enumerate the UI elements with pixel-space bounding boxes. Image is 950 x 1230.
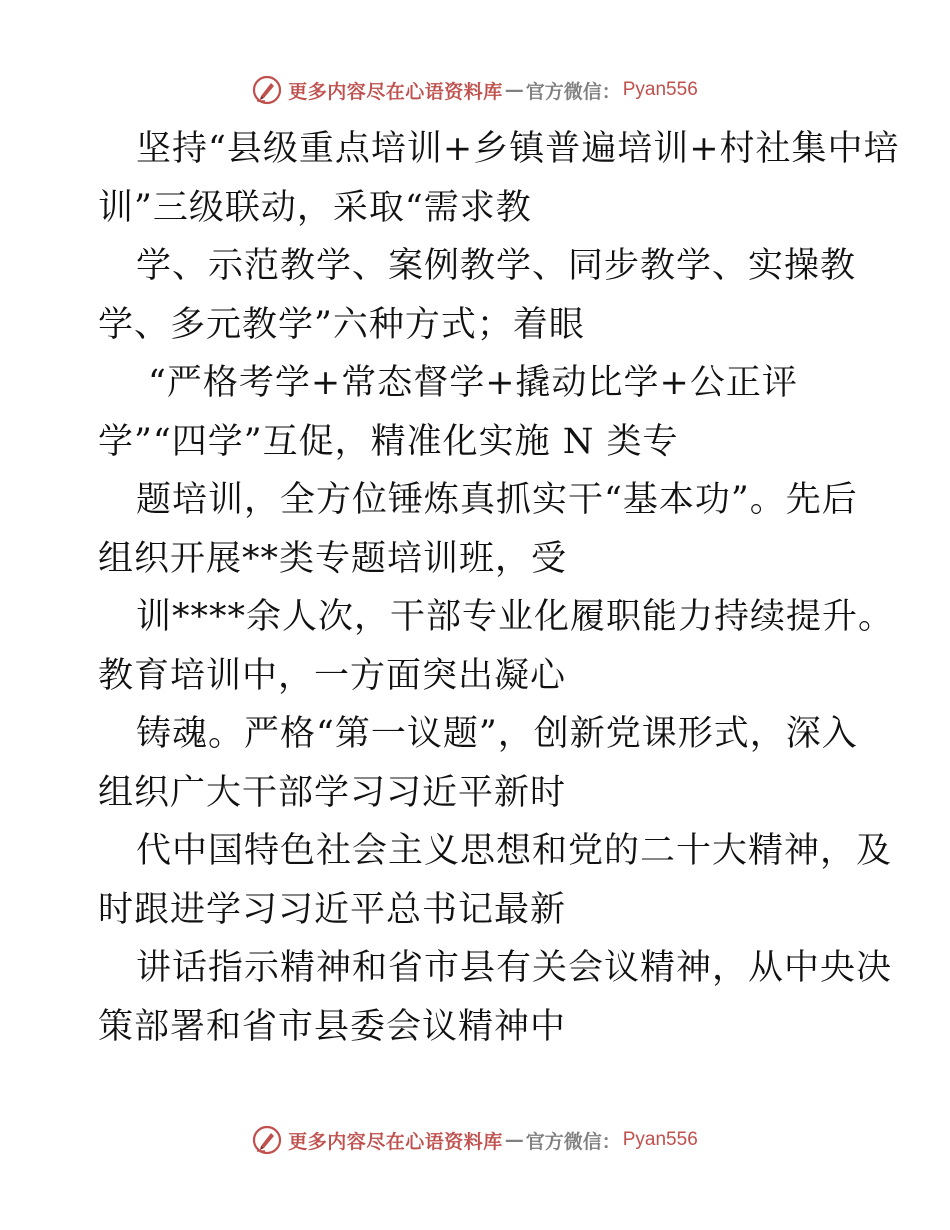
body-line: 学、多元教学”六种方式；着眼: [98, 304, 585, 345]
body-line: 坚持“县级重点培训+乡镇普遍培训+村社集中培: [136, 129, 900, 169]
banner-wechat-label: 官方微信：: [525, 80, 621, 103]
body-line: 铸魂。严格“第一议题”，创新党课形式，深入: [136, 714, 858, 754]
banner-site-text: 更多内容尽在心语资料库: [288, 80, 503, 103]
body-line: 题培训，全方位锤炼真抓实干“基本功”。先后: [136, 480, 858, 520]
banner-wechat-id: Pyan556: [622, 79, 698, 100]
body-line: 时跟进学习习近平总书记最新: [98, 889, 567, 930]
body-line: 策部署和省市县委会议精神中: [98, 1006, 567, 1047]
body-line: “严格考学+常态督学+撬动比学+公正评: [148, 363, 798, 403]
banner-separator: —: [504, 1129, 524, 1151]
body-line: 训****余人次，干部专业化履职能力持续提升。: [136, 597, 895, 637]
body-line: 学”“四学”互促，精准化实施 N 类专: [98, 421, 679, 462]
footer-banner: [0, 1122, 950, 1158]
banner-separator: —: [504, 79, 524, 101]
pen-nib-logo-icon: [252, 75, 282, 105]
document-body: [98, 120, 900, 1056]
banner-wechat-label: 官方微信：: [525, 1130, 621, 1153]
body-line: 讲话指示精神和省市县有关会议精神，从中央决: [136, 948, 893, 988]
body-line: 学、示范教学、案例教学、同步教学、实操教: [136, 246, 857, 286]
body-line: 组织开展**类专题培训班，受: [98, 538, 568, 579]
body-line: 训”三级联动，采取“需求教: [98, 187, 532, 228]
header-banner: [0, 72, 950, 108]
body-line: 代中国特色社会主义思想和党的二十大精神，及: [136, 831, 893, 871]
pen-nib-logo-icon: [252, 1125, 282, 1155]
body-line: 教育培训中，一方面突出凝心: [98, 655, 567, 696]
body-line: 组织广大干部学习习近平新时: [98, 772, 567, 813]
banner-site-text: 更多内容尽在心语资料库: [288, 1130, 503, 1153]
banner-wechat-id: Pyan556: [622, 1129, 698, 1150]
